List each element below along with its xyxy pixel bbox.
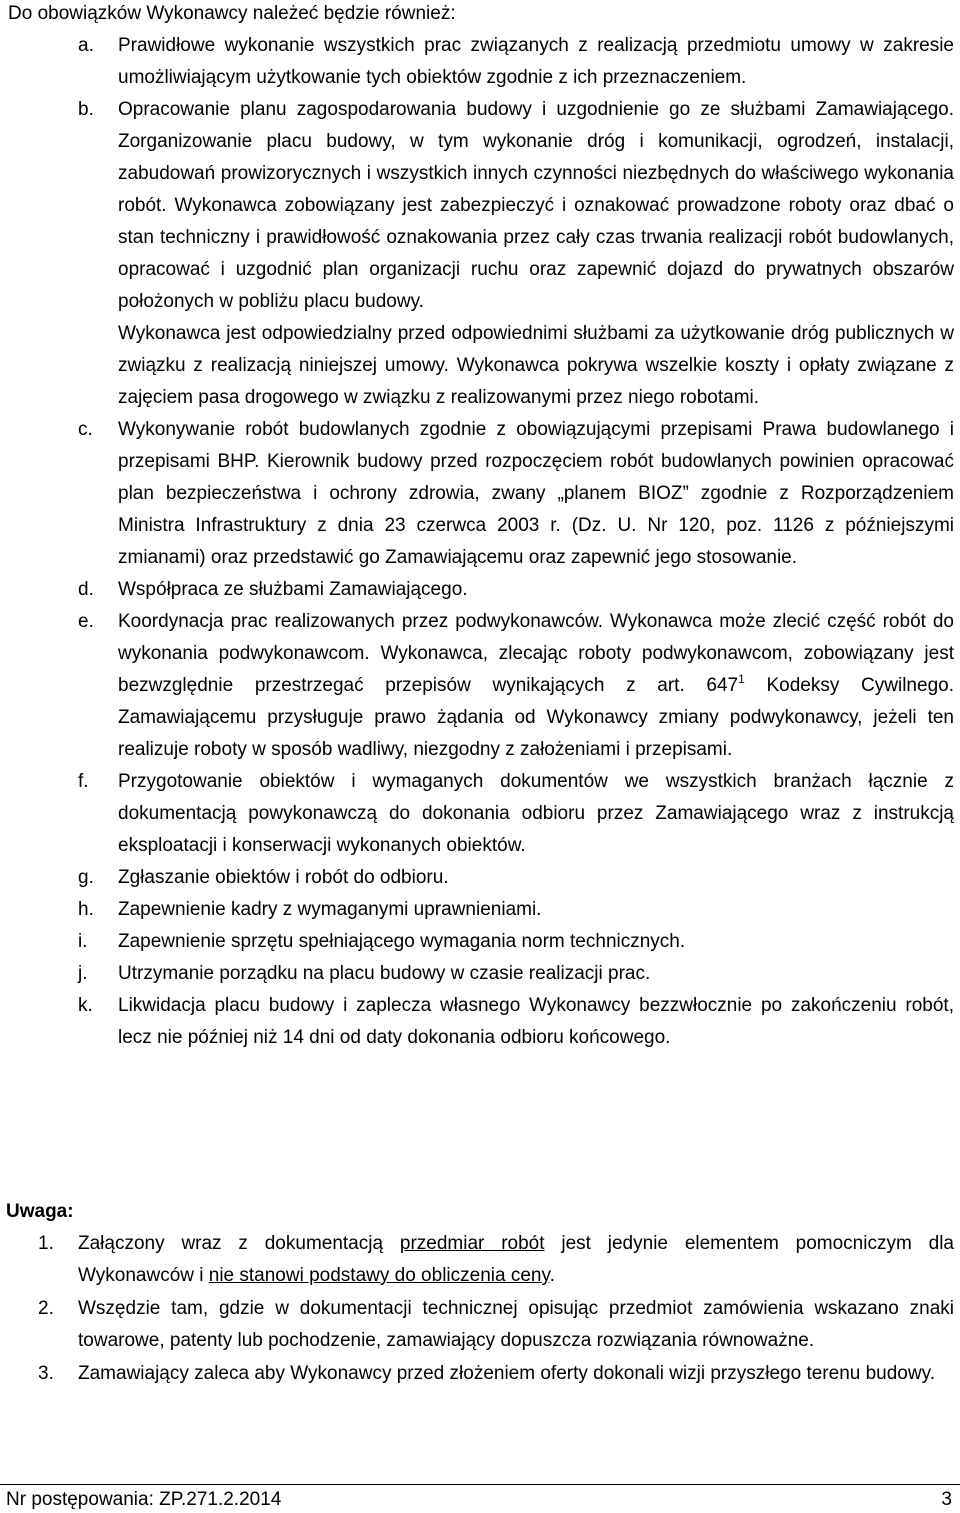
duties-list	[78, 26, 954, 1054]
list-marker: f.	[78, 771, 89, 792]
page-number: 3	[941, 1489, 952, 1510]
list-item-i	[78, 926, 954, 958]
note-item-2	[38, 1293, 954, 1357]
note-item-3	[38, 1358, 954, 1390]
list-marker: e.	[78, 611, 94, 632]
underlined-text: przedmiar robót	[399, 1233, 545, 1254]
list-item-text: Zapewnienie sprzętu spełniającego wymagania norm technicznych.	[118, 931, 686, 952]
intro-text: Do obowiązków Wykonawcy należeć będzie również:	[8, 3, 456, 24]
superscript: 1	[738, 672, 745, 686]
list-item-b	[78, 94, 954, 414]
note-marker: 1.	[38, 1233, 54, 1254]
list-item-text: Współpraca ze służbami Zamawiającego.	[118, 579, 468, 600]
list-item-k	[78, 990, 954, 1054]
notes-heading: Uwaga:	[6, 1201, 74, 1222]
list-marker: g.	[78, 867, 94, 888]
list-marker: j.	[78, 963, 88, 984]
note-text: Wszędzie tam, gdzie w dokumentacji technicznej opisując przedmiot zamówienia wskazano znaki towarowe, patenty lub pochodzenie, zamawiający dopuszcza rozwiązania równoważne.	[78, 1298, 954, 1351]
list-item-text-part: Koordynacja prac realizowanych przez podwykonawców. Wykonawca może zlecić część robót do wykonania podwykonawcom. Wykonawca, zlecając roboty podwykonawcom, zobowiązany jest bezwzględnie przestrzegać przepisów wynikających z art. 647	[118, 611, 954, 696]
note-text	[78, 1233, 954, 1286]
list-item-text: Zapewnienie kadry z wymaganymi uprawnieniami.	[118, 899, 542, 920]
list-item-a	[78, 30, 954, 94]
underlined-text: nie stanowi podstawy do obliczenia ceny	[208, 1265, 550, 1286]
list-item-text: Utrzymanie porządku na placu budowy w czasie realizacji prac.	[118, 963, 651, 984]
note-text: Zamawiający zaleca aby Wykonawcy przed złożeniem oferty dokonali wizji przyszłego terenu budowy.	[78, 1363, 935, 1384]
list-marker: a.	[78, 35, 94, 56]
list-marker: c.	[78, 419, 93, 440]
list-marker: b.	[78, 99, 94, 120]
list-item-text	[118, 606, 954, 766]
list-item-text-continued: Wykonawca jest odpowiedzialny przed odpowiednimi służbami za użytkowanie dróg publicznych w związku z realizacją niniejszej umowy. Wykonawca pokrywa wszelkie koszty i opłaty związane z zajęciem pasa drogowego w związku z realizowanymi przez niego robotami.	[118, 323, 954, 408]
note-text-part: jest jedynie elementem pomocniczym dla Wykonawców i	[78, 1233, 954, 1286]
list-item-f	[78, 766, 954, 862]
list-item-text: Prawidłowe wykonanie wszystkich prac związanych z realizacją przedmiotu umowy w zakresie umożliwiającym użytkowanie tych obiektów zgodnie z ich przeznaczeniem.	[118, 35, 954, 88]
note-marker: 2.	[38, 1298, 54, 1319]
list-item-c	[78, 414, 954, 574]
list-item-text: Likwidacja placu budowy i zaplecza własnego Wykonawcy bezzwłocznie po zakończeniu robót, lecz nie później niż 14 dni od daty dokonania odbioru końcowego.	[118, 995, 954, 1048]
note-text-part: Załączony wraz z dokumentacją	[78, 1233, 400, 1254]
list-item-h	[78, 894, 954, 926]
footer-divider	[0, 1484, 960, 1485]
list-marker: k.	[78, 995, 93, 1016]
notes-list	[38, 1228, 954, 1390]
note-text-part: .	[549, 1265, 555, 1286]
list-marker: h.	[78, 899, 94, 920]
list-item-text: Wykonywanie robót budowlanych zgodnie z obowiązującymi przepisami Prawa budowlanego i przepisami BHP. Kierownik budowy przed rozpoczęciem robót budowlanych powinien opracować plan bezpieczeństwa i ochrony zdrowia, zwany „planem BIOZ” zgodnie z Rozporządzeniem Ministra Infrastruktury z dnia 23 czerwca 2003 r. (Dz. U. Nr 120, poz. 1126 z późniejszymi zmianami) oraz przedstawić go Zamawiającemu oraz zapewnić jego stosowanie.	[118, 419, 954, 568]
list-item-text: Zgłaszanie obiektów i robót do odbioru.	[118, 867, 449, 888]
list-item-g	[78, 862, 954, 894]
note-item-1	[38, 1228, 954, 1292]
list-marker: i.	[78, 931, 88, 952]
list-item-e	[78, 606, 954, 766]
list-marker: d.	[78, 579, 94, 600]
note-marker: 3.	[38, 1363, 54, 1384]
list-item-text: Przygotowanie obiektów i wymaganych dokumentów we wszystkich branżach łącznie z dokumentacją powykonawczą do dokonania odbioru przez Zamawiającego wraz z instrukcją eksploatacji i konserwacji wykonanych obiektów.	[118, 771, 954, 856]
list-item-text-part: Kodeksy Cywilnego. Zamawiającemu przysługuje prawo żądania od Wykonawcy zmiany podwykonawcy, jeżeli ten realizuje roboty w sposób wadliwy, niezgodny z założeniami i przepisami.	[118, 675, 954, 760]
list-item-text: Opracowanie planu zagospodarowania budowy i uzgodnienie go ze służbami Zamawiającego. Zorganizowanie placu budowy, w tym wykonanie dróg i komunikacji, ogrodzeń, instalacji, zabudowań prowizorycznych i wszystkich innych czynności niezbędnych do właściwego wykonania robót. Wykonawca zobowiązany jest zabezpieczyć i oznakować prowadzone roboty oraz dbać o stan techniczny i prawidłowość oznakowania przez cały czas trwania realizacji robót budowlanych, opracować i uzgodnić plan organizacji ruchu oraz zapewnić dojazd do prywatnych obszarów położonych w pobliżu placu budowy.	[118, 99, 954, 312]
list-item-d	[78, 574, 954, 606]
list-item-j	[78, 958, 954, 990]
procedure-number: Nr postępowania: ZP.271.2.2014	[6, 1489, 282, 1510]
